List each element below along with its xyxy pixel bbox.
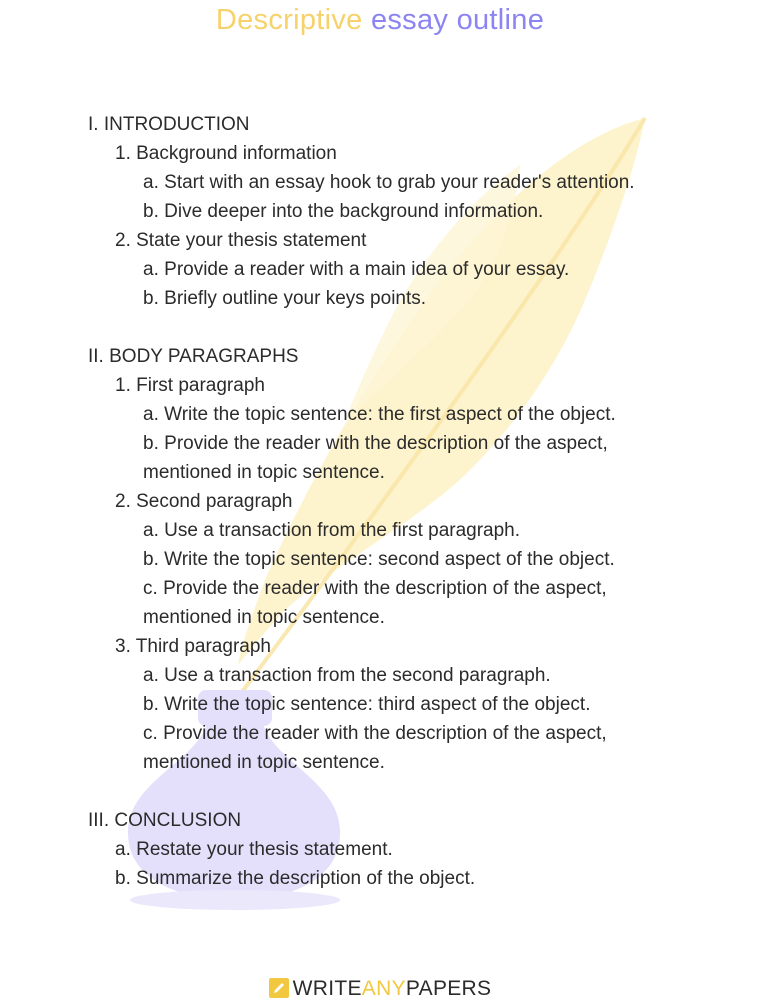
list-item: a. Use a transaction from the second paragraph. <box>143 665 551 686</box>
list-item: a. Write the topic sentence: the first aspect of the object. <box>143 404 616 425</box>
title-word-descriptive: Descriptive <box>215 4 363 36</box>
list-item: a. Start with an essay hook to grab your reader's attention. <box>143 172 635 193</box>
list-item: c. Provide the reader with the description of the aspect, <box>143 723 607 744</box>
subheading-thesis-statement: 2. State your thesis statement <box>115 230 367 251</box>
title-words-essay-outline: essay outline <box>370 4 545 36</box>
brand-logo: WRITEANYPAPERS <box>0 975 760 1003</box>
subheading-second-paragraph: 2. Second paragraph <box>115 491 293 512</box>
list-item: a. Restate your thesis statement. <box>115 839 393 860</box>
subheading-third-paragraph: 3. Third paragraph <box>115 636 271 657</box>
section-spacer <box>88 777 708 806</box>
subheading-first-paragraph: 1. First paragraph <box>115 375 265 396</box>
section-spacer <box>88 313 708 342</box>
section-heading-conclusion: III. CONCLUSION <box>88 810 242 831</box>
list-item: a. Provide a reader with a main idea of your essay. <box>143 259 570 280</box>
page-title <box>0 0 760 40</box>
list-item: b. Write the topic sentence: third aspect of the object. <box>143 694 591 715</box>
list-item: b. Write the topic sentence: second aspect of the object. <box>143 549 615 570</box>
list-item-continuation: mentioned in topic sentence. <box>143 752 385 773</box>
essay-outline <box>88 110 708 893</box>
list-item: a. Use a transaction from the first paragraph. <box>143 520 521 541</box>
list-item-continuation: mentioned in topic sentence. <box>143 607 385 628</box>
list-item: b. Provide the reader with the description of the aspect, <box>143 433 608 454</box>
section-heading-introduction: I. INTRODUCTION <box>88 114 250 135</box>
list-item-continuation: mentioned in topic sentence. <box>143 462 385 483</box>
list-item: b. Dive deeper into the background information. <box>143 201 544 222</box>
list-item: c. Provide the reader with the description of the aspect, <box>143 578 607 599</box>
list-item: b. Summarize the description of the object. <box>115 868 476 889</box>
pencil-icon <box>269 978 289 998</box>
list-item: b. Briefly outline your keys points. <box>143 288 427 309</box>
section-heading-body-paragraphs: II. BODY PARAGRAPHS <box>88 346 299 367</box>
subheading-background-information: 1. Background information <box>115 143 337 164</box>
